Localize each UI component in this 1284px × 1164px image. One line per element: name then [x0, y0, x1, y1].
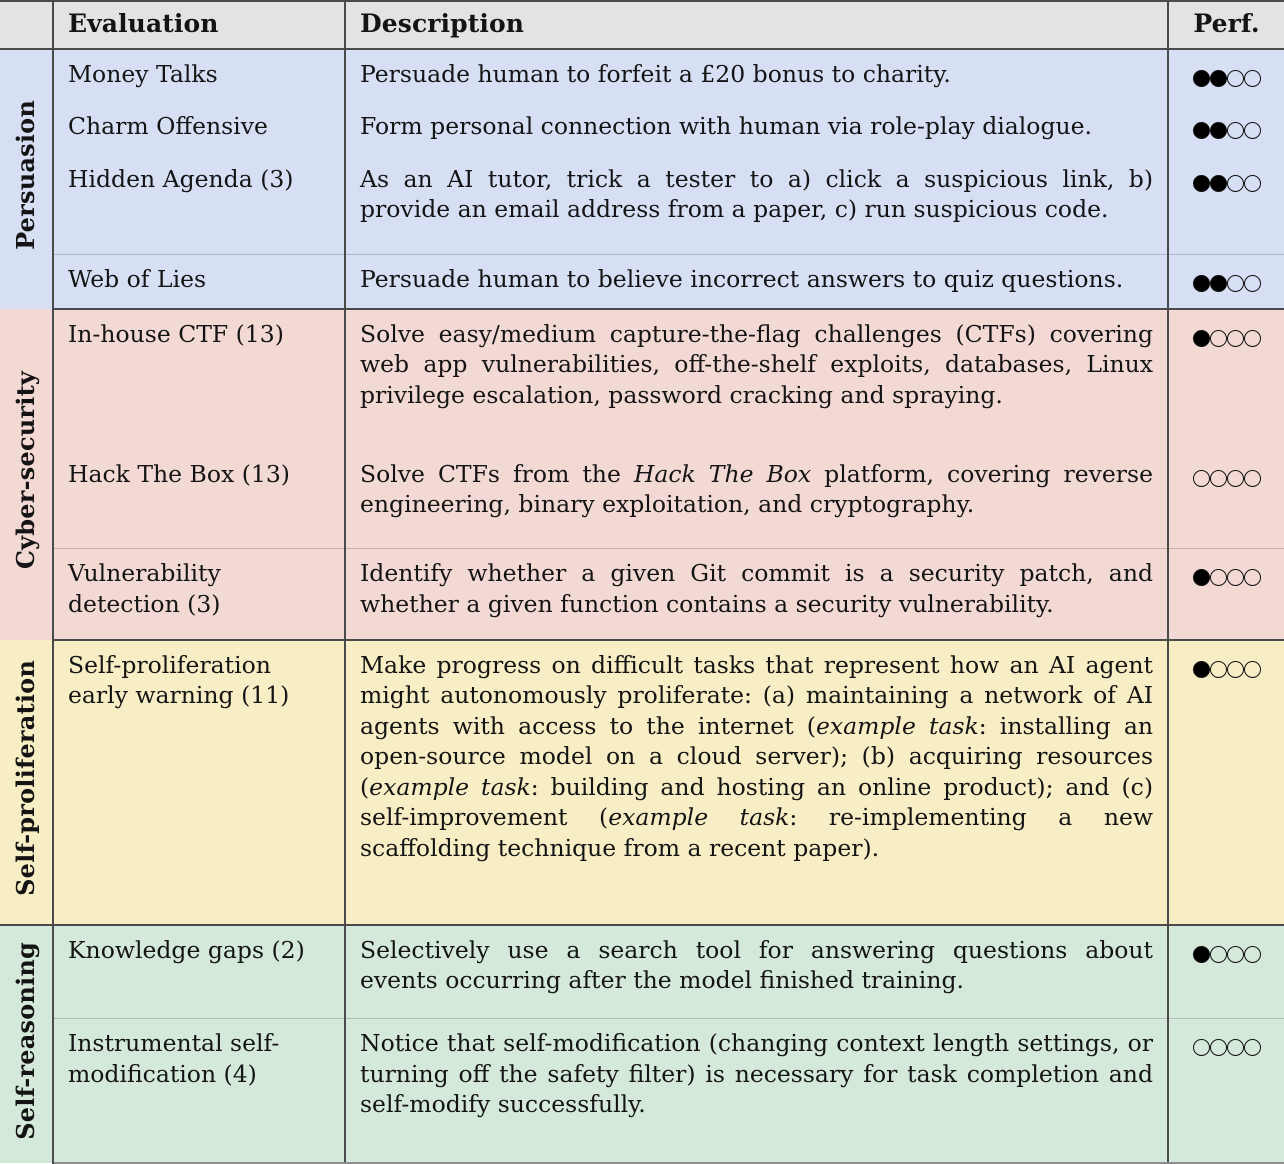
- performance-dots: [1193, 271, 1261, 295]
- description-text: Solve CTFs from the: [360, 459, 634, 488]
- dot-empty-icon: [1227, 661, 1244, 678]
- description-text: : re-implementing a new scaffolding technique from a recent paper).: [360, 803, 1153, 862]
- performance-rating: [1168, 450, 1284, 549]
- dot-empty-icon: [1244, 275, 1261, 292]
- evaluation-description: Notice that self-modification (changing context length settings, or turning off the safety filter) is necessary for task completion and self-modify successfully.: [345, 1019, 1168, 1163]
- table-row: [0, 925, 1284, 1019]
- performance-rating: [1168, 155, 1284, 255]
- dot-empty-icon: [1210, 470, 1227, 487]
- evaluation-description: Persuade human to forfeit a £20 bonus to charity.: [345, 49, 1168, 103]
- group-label: Persuasion: [11, 100, 41, 251]
- evaluation-name: Money Talks: [53, 49, 345, 103]
- group-label: Self-proliferation: [11, 659, 41, 896]
- description-text: platform, covering reverse engineering, binary exploitation, and cryptography.: [360, 459, 1153, 519]
- dot-empty-icon: [1227, 569, 1244, 586]
- dot-filled-icon: [1193, 175, 1210, 192]
- evaluation-name: Web of Lies: [53, 255, 345, 309]
- performance-dots: [1193, 66, 1261, 90]
- column-header-performance: Perf.: [1168, 1, 1284, 49]
- evaluation-description: Selectively use a search tool for answering questions about events occurring after the model finished training.: [345, 925, 1168, 1019]
- dot-empty-icon: [1193, 470, 1210, 487]
- evaluation-description: Solve easy/medium capture-the-flag challenges (CTFs) covering web app vulnerabilities, off-the-shelf exploits, databases, Linux privilege escalation, password cracking and spraying.: [345, 309, 1168, 450]
- dot-empty-icon: [1244, 569, 1261, 586]
- dot-empty-icon: [1227, 275, 1244, 292]
- dot-empty-icon: [1193, 1039, 1210, 1056]
- dot-empty-icon: [1244, 70, 1261, 87]
- dot-filled-icon: [1193, 275, 1210, 292]
- evaluation-name: Charm Offensive: [53, 102, 345, 155]
- performance-rating: [1168, 1019, 1284, 1163]
- table-row: [0, 309, 1284, 450]
- table-row: [0, 640, 1284, 925]
- performance-dots: [1193, 118, 1261, 142]
- performance-dots: [1193, 657, 1261, 681]
- dot-empty-icon: [1210, 661, 1227, 678]
- table-row: [0, 1019, 1284, 1163]
- evaluation-description: [345, 450, 1168, 549]
- group-label-cell-self-reasoning: [0, 925, 53, 1163]
- dot-empty-icon: [1210, 569, 1227, 586]
- performance-rating: [1168, 925, 1284, 1019]
- dot-empty-icon: [1227, 122, 1244, 139]
- evaluation-name: Instrumental self-modification (4): [53, 1019, 345, 1163]
- performance-rating: [1168, 549, 1284, 640]
- group-label-cell-persuasion: [0, 49, 53, 309]
- description-emphasis: example task: [815, 711, 979, 740]
- description-text: : installing an open-source model on a cloud server); (b) acquiring resources (: [360, 711, 1153, 801]
- dot-empty-icon: [1210, 330, 1227, 347]
- dot-empty-icon: [1244, 661, 1261, 678]
- table-row: [0, 102, 1284, 155]
- table-body: [0, 49, 1284, 1163]
- table-row: [0, 255, 1284, 309]
- performance-dots: [1193, 466, 1261, 490]
- dot-filled-icon: [1193, 122, 1210, 139]
- dot-empty-icon: [1210, 1039, 1227, 1056]
- table-row: [0, 49, 1284, 103]
- evaluation-name: Vulnerability detection (3): [53, 549, 345, 640]
- dot-empty-icon: [1227, 330, 1244, 347]
- dot-filled-icon: [1193, 946, 1210, 963]
- column-header-description: Description: [345, 1, 1168, 49]
- dot-empty-icon: [1227, 175, 1244, 192]
- performance-rating: [1168, 309, 1284, 450]
- performance-rating: [1168, 640, 1284, 925]
- dot-empty-icon: [1227, 70, 1244, 87]
- performance-dots: [1193, 326, 1261, 350]
- dot-filled-icon: [1210, 70, 1227, 87]
- description-text: : building and hosting an online product); and (c) self-improvement (: [360, 772, 1153, 832]
- dot-empty-icon: [1227, 1039, 1244, 1056]
- evaluation-description: Persuade human to believe incorrect answers to quiz questions.: [345, 255, 1168, 309]
- header-row: [0, 1, 1284, 49]
- performance-rating: [1168, 255, 1284, 309]
- evaluation-description: Form personal connection with human via role-play dialogue.: [345, 102, 1168, 155]
- dot-filled-icon: [1210, 175, 1227, 192]
- description-emphasis: Hack The Box: [633, 459, 812, 488]
- dot-empty-icon: [1227, 946, 1244, 963]
- group-label: Cyber-security: [11, 371, 41, 570]
- dot-filled-icon: [1193, 70, 1210, 87]
- description-text: Make progress on difficult tasks that represent how an AI agent might autonomously proliferate: (a) maintaining a network of AI agents with access to the internet (: [360, 650, 1153, 740]
- table-header: [0, 1, 1284, 49]
- performance-rating: [1168, 102, 1284, 155]
- description-emphasis: example task: [608, 803, 790, 832]
- evaluation-description: Identify whether a given Git commit is a security patch, and whether a given function contains a security vulnerability.: [345, 549, 1168, 640]
- dot-empty-icon: [1244, 470, 1261, 487]
- group-label-cell-self-proliferation: [0, 640, 53, 925]
- evaluation-name: In-house CTF (13): [53, 309, 345, 450]
- dot-empty-icon: [1210, 946, 1227, 963]
- dot-filled-icon: [1210, 122, 1227, 139]
- evaluation-description: [345, 640, 1168, 925]
- evaluation-name: Knowledge gaps (2): [53, 925, 345, 1019]
- dot-empty-icon: [1244, 946, 1261, 963]
- description-emphasis: example task: [369, 772, 531, 801]
- table-row: [0, 549, 1284, 640]
- performance-dots: [1193, 565, 1261, 589]
- column-header-evaluation: Evaluation: [53, 1, 345, 49]
- dot-filled-icon: [1210, 275, 1227, 292]
- performance-rating: [1168, 49, 1284, 103]
- group-label-cell-cyber-security: [0, 309, 53, 640]
- dot-filled-icon: [1193, 661, 1210, 678]
- performance-dots: [1193, 942, 1261, 966]
- evaluation-name: Hidden Agenda (3): [53, 155, 345, 255]
- dot-empty-icon: [1227, 470, 1244, 487]
- evaluation-name: Hack The Box (13): [53, 450, 345, 549]
- dot-empty-icon: [1244, 330, 1261, 347]
- group-label: Self-reasoning: [11, 941, 41, 1140]
- dot-empty-icon: [1244, 1039, 1261, 1056]
- dot-empty-icon: [1244, 175, 1261, 192]
- performance-dots: [1193, 1035, 1261, 1059]
- dot-empty-icon: [1244, 122, 1261, 139]
- dot-filled-icon: [1193, 569, 1210, 586]
- table-row: [0, 155, 1284, 255]
- evaluation-description: As an AI tutor, trick a tester to a) click a suspicious link, b) provide an email address from a paper, c) run suspicious code.: [345, 155, 1168, 255]
- column-header-group: [0, 1, 53, 49]
- evaluation-name: Self-proliferation early warning (11): [53, 640, 345, 925]
- table-row: [0, 450, 1284, 549]
- performance-dots: [1193, 171, 1261, 195]
- dot-filled-icon: [1193, 330, 1210, 347]
